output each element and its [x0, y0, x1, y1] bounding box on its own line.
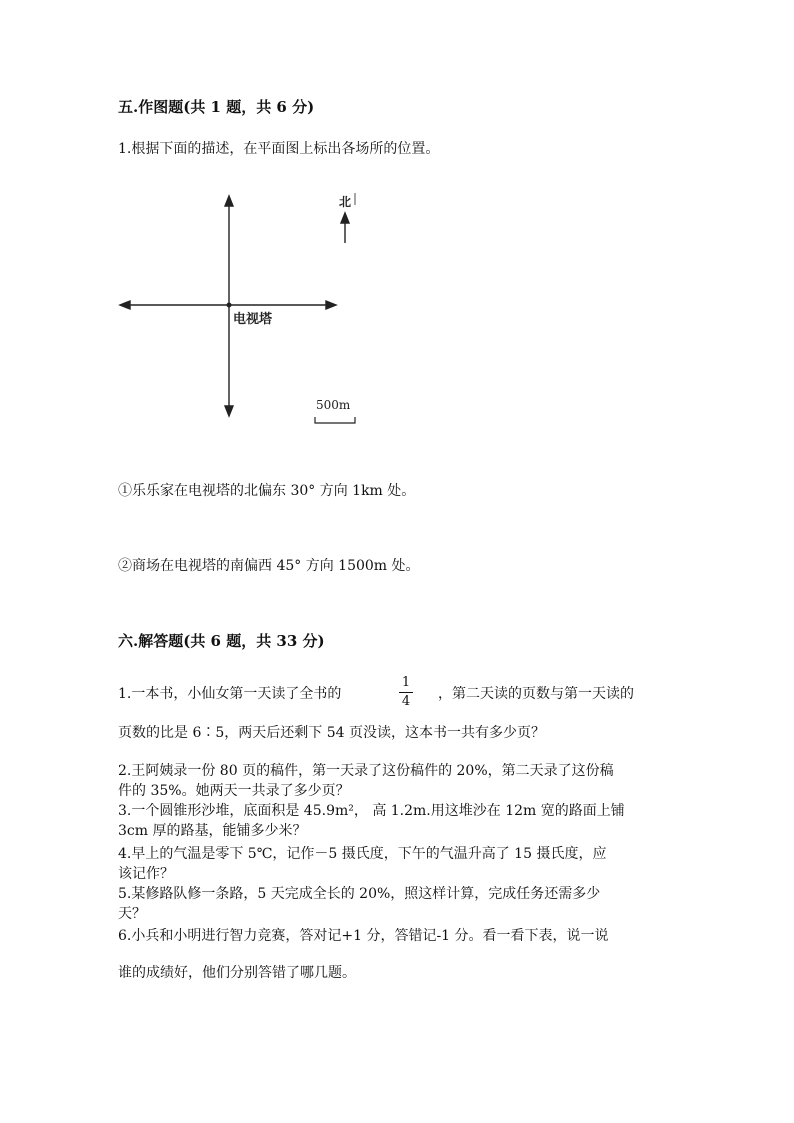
question-6-4-line1: 4.早上的气温是零下 5℃，记作－5 摄氏度，下午的气温升高了 15 摄氏度，应 — [118, 846, 607, 862]
question-6-2-line1: 2.王阿姨录一份 80 页的稿件，第一天录了这份稿件的 20%，第二天录了这份稿 — [118, 763, 614, 779]
tv-tower-label: 电视塔 — [233, 312, 273, 327]
fraction-bar — [399, 692, 413, 693]
north-label: 北 — [339, 195, 352, 209]
tv-tower-point — [227, 303, 232, 308]
question-6-4-line2: 该记作？ — [118, 866, 174, 882]
question-6-6-line1: 6.小兵和小明进行智力竞赛，答对记+1 分，答错记-1 分。看一看下表，说一说 — [118, 928, 609, 944]
question-6-5-line2: 天？ — [118, 906, 146, 922]
question-6-1-part2: ，第二天读的页数与第一天读的 — [438, 686, 634, 702]
question-5-1: 1.根据下面的描述，在平面图上标出各场所的位置。 — [118, 141, 440, 157]
question-6-2-line2: 件的 35%。她两天一共录了多少页？ — [118, 783, 350, 799]
question-6-5-line1: 5.某修路队修一条路，5 天完成全长的 20%，照这样计算，完成任务还需多少 — [118, 886, 601, 902]
fraction-denominator: 4 — [401, 694, 411, 709]
plan-figure — [0, 0, 794, 460]
question-6-1-line2: 页数的比是 6∶5，两天后还剩下 54 页没读，这本书一共有多少页？ — [118, 725, 545, 741]
section5-title: 五.作图题(共 1 题，共 6 分) — [118, 98, 315, 116]
scale-bar — [315, 417, 355, 423]
question-6-6-line2: 谁的成绩好，他们分别答错了哪几题。 — [118, 965, 356, 981]
item-2: ②商场在电视塔的南偏西 45° 方向 1500m 处。 — [118, 558, 420, 574]
fraction-one-quarter — [399, 676, 413, 709]
question-6-3-line1: 3.一个圆锥形沙堆，底面积是 45.9m²， 高 1.2m.用这堆沙在 12m 宽的路面上铺 — [118, 803, 625, 819]
scale-label: 500m — [316, 398, 351, 412]
item-1: ①乐乐家在电视塔的北偏东 30° 方向 1km 处。 — [118, 483, 416, 499]
question-6-3-line2: 3cm 厚的路基，能铺多少米？ — [118, 823, 307, 839]
question-6-1-part1: 1.一本书，小仙女第一天读了全书的 — [118, 686, 342, 702]
section6-title: 六.解答题(共 6 题，共 33 分) — [118, 632, 325, 650]
fraction-numerator: 1 — [401, 675, 411, 690]
